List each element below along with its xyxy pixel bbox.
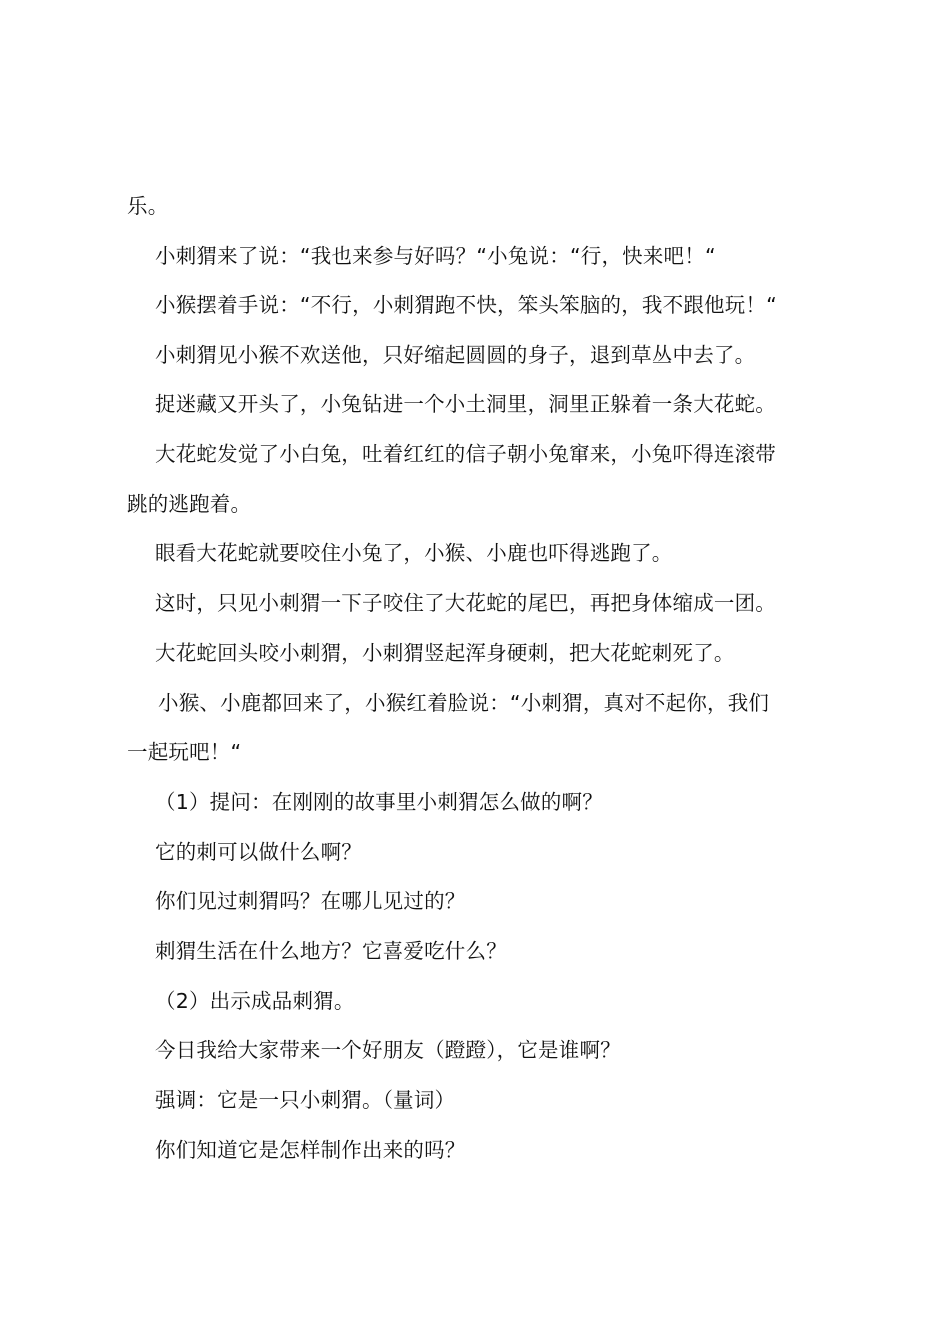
text-line: 捉迷藏又开头了，小兔钻进一个小土洞里，洞里正躲着一条大花蛇。 xyxy=(155,392,776,416)
text-line: 小刺猬见小猴不欢送他，只好缩起圆圆的身子，退到草丛中去了。 xyxy=(155,343,756,367)
text-line: 一起玩吧！“ xyxy=(127,740,242,764)
text-line: 乐。 xyxy=(127,194,169,218)
text-line: 它的刺可以做什么啊？ xyxy=(155,840,362,864)
text-line: （1）提问：在刚刚的故事里小刺猬怎么做的啊？ xyxy=(155,790,603,814)
text-line: 小猴、小鹿都回来了，小猴红着脸说：“小刺猬，真对不起你，我们 xyxy=(158,691,770,715)
text-line: 你们知道它是怎样制作出来的吗？ xyxy=(155,1138,466,1162)
text-line: 眼看大花蛇就要咬住小兔了，小猴、小鹿也吓得逃跑了。 xyxy=(155,541,673,565)
text-line: 小刺猬来了说：“我也来参与好吗？“小兔说：“行，快来吧！“ xyxy=(155,244,716,268)
text-line: 大花蛇回头咬小刺猬，小刺猬竖起浑身硬刺，把大花蛇刺死了。 xyxy=(155,641,735,665)
text-line: 刺猬生活在什么地方？它喜爱吃什么？ xyxy=(155,939,507,963)
text-line: 你们见过刺猬吗？在哪儿见过的？ xyxy=(155,889,466,913)
text-line: 强调：它是一只小刺猬。（量词） xyxy=(155,1088,456,1112)
text-line: 大花蛇发觉了小白兔，吐着红红的信子朝小兔窜来，小兔吓得连滚带 xyxy=(155,442,776,466)
text-line: 这时，只见小刺猬一下子咬住了大花蛇的尾巴，再把身体缩成一团。 xyxy=(155,591,776,615)
text-line: （2）出示成品刺猬。 xyxy=(155,989,355,1013)
text-line: 小猴摆着手说：“不行，小刺猬跑不快，笨头笨脑的，我不跟他玩！“ xyxy=(155,293,777,317)
text-line: 跳的逃跑着。 xyxy=(127,492,252,516)
text-line: 今日我给大家带来一个好朋友（蹬蹬），它是谁啊？ xyxy=(155,1038,621,1062)
